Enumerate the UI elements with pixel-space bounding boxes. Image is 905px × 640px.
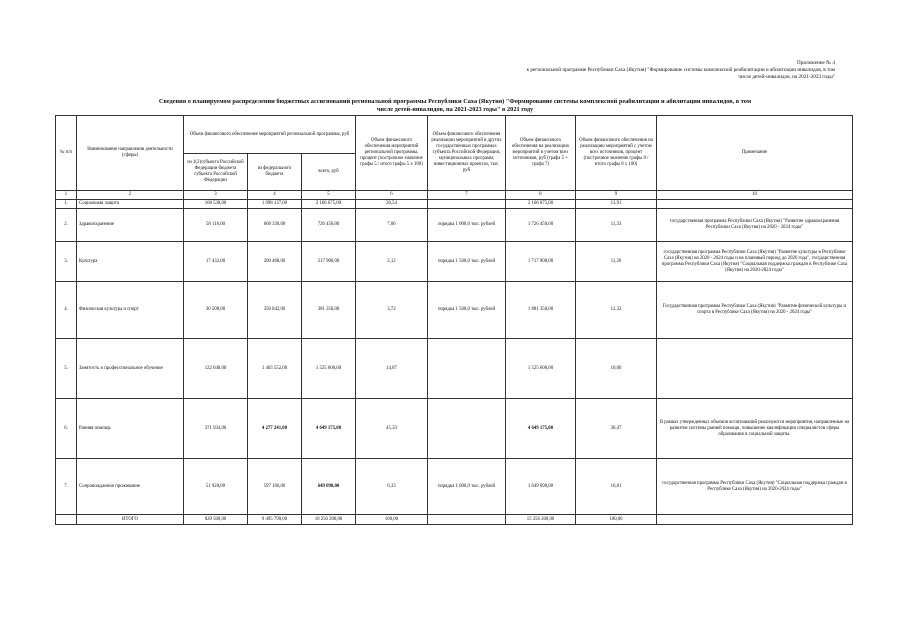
appendix-number: Приложение № 4 <box>797 60 835 66</box>
row-sum: 1 717 900,00 <box>506 242 576 282</box>
row-name: Социальная защита <box>77 200 184 209</box>
row-other: порядка 1 500,0 тыс. рублей <box>428 282 506 339</box>
row-other <box>428 200 506 209</box>
row-federal: 597 166,00 <box>248 459 302 515</box>
row-total: 217 900,00 <box>302 242 356 282</box>
row-num: 7. <box>56 459 77 515</box>
total-total: 10 256 200,00 <box>302 515 356 525</box>
table-row <box>56 459 853 515</box>
row-num: 6. <box>56 399 77 459</box>
row-share: 20,54 <box>356 200 428 209</box>
row-other: порядка 1 500,0 тыс. рублей <box>428 242 506 282</box>
index-cell: 3 <box>184 191 248 200</box>
row-note: В рамках утвержденных объемов ассигнований реализуются мероприятия, направленные на развитие системы ранней помощи, повышение квалификации специалистов сферы образования и социальной защиты. <box>657 399 853 459</box>
row-share: 7,06 <box>356 209 428 242</box>
index-cell: 10 <box>657 191 853 200</box>
row-pct: 11,33 <box>576 209 657 242</box>
row-pct: 11,26 <box>576 242 657 282</box>
row-note: Государственная программа Республики Саха (Якутия) "Развитие физической культуры и спорта в Республике Саха (Якутия) на 2020 - 2024 годы" <box>657 282 853 339</box>
row-regional: 168 538,00 <box>184 200 248 209</box>
row-other: порядка 1 000,0 тыс. рублей <box>428 459 506 515</box>
row-regional: 17 432,00 <box>184 242 248 282</box>
header-regional: из 1(2)субъекта Российской Федерации бюджета субъекта Российской Федерации <box>184 154 248 191</box>
row-share: 2,12 <box>356 242 428 282</box>
table-row <box>56 209 853 242</box>
row-name: Ранняя помощь <box>77 399 184 459</box>
budget-table <box>55 115 853 525</box>
row-name: Здравоохранение <box>77 209 184 242</box>
row-share: 6,33 <box>356 459 428 515</box>
total-pct: 100,00 <box>576 515 657 525</box>
row-name: Занятость и профессиональное обучение <box>77 339 184 399</box>
row-federal: 1 998 137,00 <box>248 200 302 209</box>
appendix-header <box>515 60 835 81</box>
row-share: 3,72 <box>356 282 428 339</box>
total-other <box>428 515 506 525</box>
table-row <box>56 282 853 339</box>
header-other-programs: Объем финансового обеспечения на реализацию мероприятий в учетом всех источников, руб (графа 5 + графа 7) <box>506 116 576 191</box>
appendix-text: к региональной программе Республики Саха (Якутия) "Формирование системы комплексной реабилитации и абилитации инвалидов, в том числе детей-инвалидов, на 2021-2023 годы" <box>526 67 835 80</box>
row-regional: 58 116,00 <box>184 209 248 242</box>
column-index-row <box>56 191 853 200</box>
row-pct: 30,47 <box>576 399 657 459</box>
row-total: 649 090,00 <box>302 459 356 515</box>
total-sum: 15 256 200,00 <box>506 515 576 525</box>
header-share: Объем финансового обеспечения мероприятий региональной программы, процент (построчное значение графы 5 / итого графы 5 x 100) <box>356 116 428 191</box>
row-pct: 10,00 <box>576 339 657 399</box>
row-federal: 4 277 241,00 <box>248 399 302 459</box>
row-name: Сопровождаемое проживание <box>77 459 184 515</box>
row-pct: 10,81 <box>576 459 657 515</box>
total-row <box>56 515 853 525</box>
header-percent-all: Объем финансового обеспечения на реализацию мероприятий с учетом всех источников, процент (построчное значение графы 8 / итого графы 8 x 100) <box>576 116 657 191</box>
row-regional: 30 508,00 <box>184 282 248 339</box>
header-federal: из федерального бюджета <box>248 154 302 191</box>
row-other: порядка 1 000,0 тыс. рублей <box>428 209 506 242</box>
index-cell: 2 <box>77 191 184 200</box>
row-regional: 371 934,00 <box>184 399 248 459</box>
row-note <box>657 200 853 209</box>
row-total: 381 350,00 <box>302 282 356 339</box>
index-cell: 4 <box>248 191 302 200</box>
index-cell: 6 <box>356 191 428 200</box>
row-name: Физическая культура и спорт <box>77 282 184 339</box>
row-note <box>657 339 853 399</box>
row-note: государственная программа Республики Саха (Якутия) "Развитие здравоохранения Республики Саха (Якутия) на 2020 - 2024 годы" <box>657 209 853 242</box>
header-budget-group: Объем финансового обеспечения мероприятий региональной программы, руб <box>184 116 356 154</box>
total-note <box>657 515 853 525</box>
table-row <box>56 242 853 282</box>
row-federal: 200 468,00 <box>248 242 302 282</box>
row-num: 4. <box>56 282 77 339</box>
row-share: 45,33 <box>356 399 428 459</box>
header-notes: Примечание <box>657 116 853 191</box>
total-share: 100,00 <box>356 515 428 525</box>
table-row <box>56 339 853 399</box>
document-title: Сведения о планируемом распределении бюджетных ассигнований региональной программы Республики Саха (Якутия) "Формирование системы комплексной реабилитации и абилитации инвалидов, в том числе детей-инвалидов, на 2021-2023 годы" в 2021 году <box>158 98 752 113</box>
row-sum: 1 649 090,00 <box>506 459 576 515</box>
row-num: 1. <box>56 200 77 209</box>
index-cell: 5 <box>302 191 356 200</box>
row-sum: 1 726 450,00 <box>506 209 576 242</box>
row-total: 726 450,00 <box>302 209 356 242</box>
row-total: 4 649 175,00 <box>302 399 356 459</box>
table-row <box>56 200 853 209</box>
header-total: всего, руб <box>302 154 356 191</box>
row-sum: 4 649 175,00 <box>506 399 576 459</box>
row-pct: 12,32 <box>576 282 657 339</box>
row-share: 14,87 <box>356 339 428 399</box>
header-name: Наименование направления деятельности (сферы) <box>77 116 184 191</box>
table-row <box>56 399 853 459</box>
row-federal: 1 403 552,00 <box>248 339 302 399</box>
row-num: 5. <box>56 339 77 399</box>
total-regional: 820 500,00 <box>184 515 248 525</box>
row-federal: 350 842,00 <box>248 282 302 339</box>
row-federal: 668 330,00 <box>248 209 302 242</box>
row-other <box>428 339 506 399</box>
index-cell: 8 <box>506 191 576 200</box>
header-other: Объем финансового обеспечения реализации мероприятий в других государственных программах субъекта Российской Федерации, муниципальных программ, инвестиционных проектах, тыс. руб <box>428 116 506 191</box>
header-num: № п/п <box>56 116 77 191</box>
index-cell: 7 <box>428 191 506 200</box>
row-num: 3. <box>56 242 77 282</box>
total-federal: 9 495 790,00 <box>248 515 302 525</box>
row-name: Культура <box>77 242 184 282</box>
row-regional: 51 928,00 <box>184 459 248 515</box>
row-total: 1 525 600,00 <box>302 339 356 399</box>
row-note: государственная программа Республики Саха (Якутия) "Развитие культуры в Республике Саха (Якутия) на 2020 - 2024 годы и на плановый период до 2026 года", государственная программа Республики Саха (Якутия) "Социальная поддержка граждан в Республике Саха (Якутия) на 2020-2024 годы" <box>657 242 853 282</box>
total-num-cell <box>56 515 77 525</box>
row-num: 2. <box>56 209 77 242</box>
row-sum: 2 166 675,00 <box>506 200 576 209</box>
index-cell: 9 <box>576 191 657 200</box>
row-sum: 1 525 600,00 <box>506 339 576 399</box>
row-other <box>428 399 506 459</box>
row-sum: 1 881 350,00 <box>506 282 576 339</box>
total-label: ИТОГО <box>77 515 184 525</box>
row-note: государственная программа Республики Саха (Якутия) "Социальная поддержка граждан в Республике Саха (Якутия) на 2020-2024 годы" <box>657 459 853 515</box>
row-total: 2 166 675,00 <box>302 200 356 209</box>
index-cell: 1 <box>56 191 77 200</box>
row-pct: 13,91 <box>576 200 657 209</box>
row-regional: 122 048,00 <box>184 339 248 399</box>
